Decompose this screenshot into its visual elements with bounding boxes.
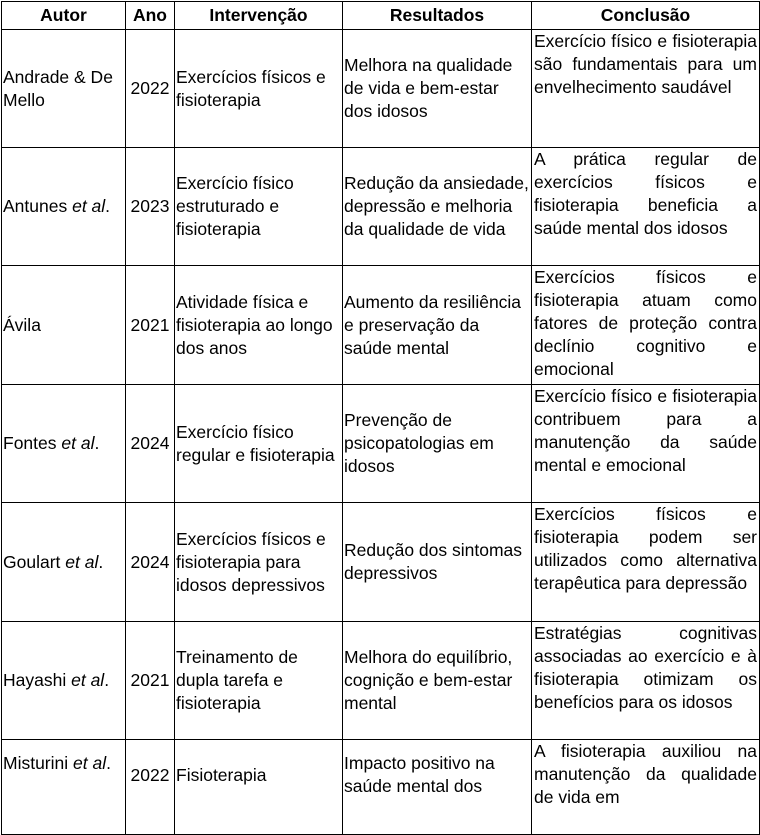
cell-resultados: Redução dos sintomas depressivos — [343, 503, 532, 622]
cell-conclusao: Exercícios físicos e fisioterapia atuam como fatores de proteção contra declínio cognitivo e emocional — [532, 266, 760, 385]
cell-intervencao: Exercício físico regular e fisioterapia — [175, 385, 343, 503]
author-etal: et al — [61, 433, 95, 453]
header-resultados: Resultados — [343, 2, 532, 30]
cell-ano: 2024 — [126, 503, 175, 622]
cell-ano: 2021 — [126, 622, 175, 740]
author-name: Andrade & De Mello — [3, 66, 113, 110]
author-name: Fontes — [3, 433, 57, 453]
cell-conclusao: Estratégias cognitivas associadas ao exercício e à fisioterapia otimizam os benefícios para os idosos — [532, 622, 760, 740]
header-intervencao: Intervenção — [175, 2, 343, 30]
table-row — [2, 622, 760, 740]
cell-ano: 2024 — [126, 385, 175, 503]
cell-conclusao: A prática regular de exercícios físicos e fisioterapia beneficia a saúde mental dos idosos — [532, 148, 760, 266]
author-name: Hayashi — [3, 670, 67, 690]
table-row — [2, 30, 760, 148]
cell-ano: 2021 — [126, 266, 175, 385]
author-name: Goulart — [3, 551, 61, 572]
author-name: Ávila — [3, 314, 41, 335]
cell-intervencao: Exercícios físicos e fisioterapia — [175, 30, 343, 148]
cell-conclusao: Exercícios físicos e fisioterapia podem ser utilizados como alternativa terapêutica para depressão — [532, 503, 760, 622]
cell-ano: 2022 — [126, 740, 175, 835]
header-autor: Autor — [2, 2, 126, 30]
cell-intervencao: Exercícios físicos e fisioterapia para idosos depressivos — [175, 503, 343, 622]
table-row — [2, 385, 760, 503]
cell-autor: Misturini et al. — [2, 740, 126, 835]
cell-autor: Goulart et al. — [2, 503, 126, 622]
author-etal: et al — [71, 670, 105, 690]
cell-autor — [2, 266, 126, 385]
author-name: Misturini — [3, 753, 69, 773]
table-row — [2, 503, 760, 622]
table-row — [2, 266, 760, 385]
author-etal: et al — [72, 196, 106, 216]
header-row — [2, 2, 760, 30]
cell-intervencao: Fisioterapia — [175, 740, 343, 835]
cell-resultados: Redução da ansiedade, depressão e melhoria da qualidade de vida — [343, 148, 532, 266]
author-etal: et al — [73, 753, 107, 773]
cell-intervencao: Atividade física e fisioterapia ao longo dos anos — [175, 266, 343, 385]
cell-ano: 2023 — [126, 148, 175, 266]
cell-conclusao: Exercício físico e fisioterapia são fundamentais para um envelhecimento saudável — [532, 30, 760, 148]
author-name: Antunes — [3, 196, 68, 216]
table-row — [2, 148, 760, 266]
header-conclusao: Conclusão — [532, 2, 760, 30]
cell-resultados: Aumento da resiliência e preservação da saúde mental — [343, 266, 532, 385]
cell-autor: Hayashi et al. — [2, 622, 126, 740]
cell-resultados: Melhora na qualidade de vida e bem-estar dos idosos — [343, 30, 532, 148]
cell-conclusao: A fisioterapia auxiliou na manutenção da qualidade de vida em — [532, 740, 760, 835]
cell-resultados: Prevenção de psicopatologias em idosos — [343, 385, 532, 503]
cell-ano: 2022 — [126, 30, 175, 148]
cell-resultados: Melhora do equilíbrio, cognição e bem-estar mental — [343, 622, 532, 740]
cell-autor: Fontes et al. — [2, 385, 126, 503]
cell-conclusao: Exercício físico e fisioterapia contribuem para a manutenção da saúde mental e emocional — [532, 385, 760, 503]
header-ano: Ano — [126, 2, 175, 30]
cell-intervencao: Treinamento de dupla tarefa e fisioterapia — [175, 622, 343, 740]
table-row — [2, 740, 760, 835]
cell-autor — [2, 30, 126, 148]
studies-table — [1, 1, 760, 835]
cell-intervencao: Exercício físico estruturado e fisioterapia — [175, 148, 343, 266]
cell-autor: Antunes et al. — [2, 148, 126, 266]
author-etal: et al — [65, 551, 99, 572]
cell-resultados: Impacto positivo na saúde mental dos — [343, 740, 532, 835]
